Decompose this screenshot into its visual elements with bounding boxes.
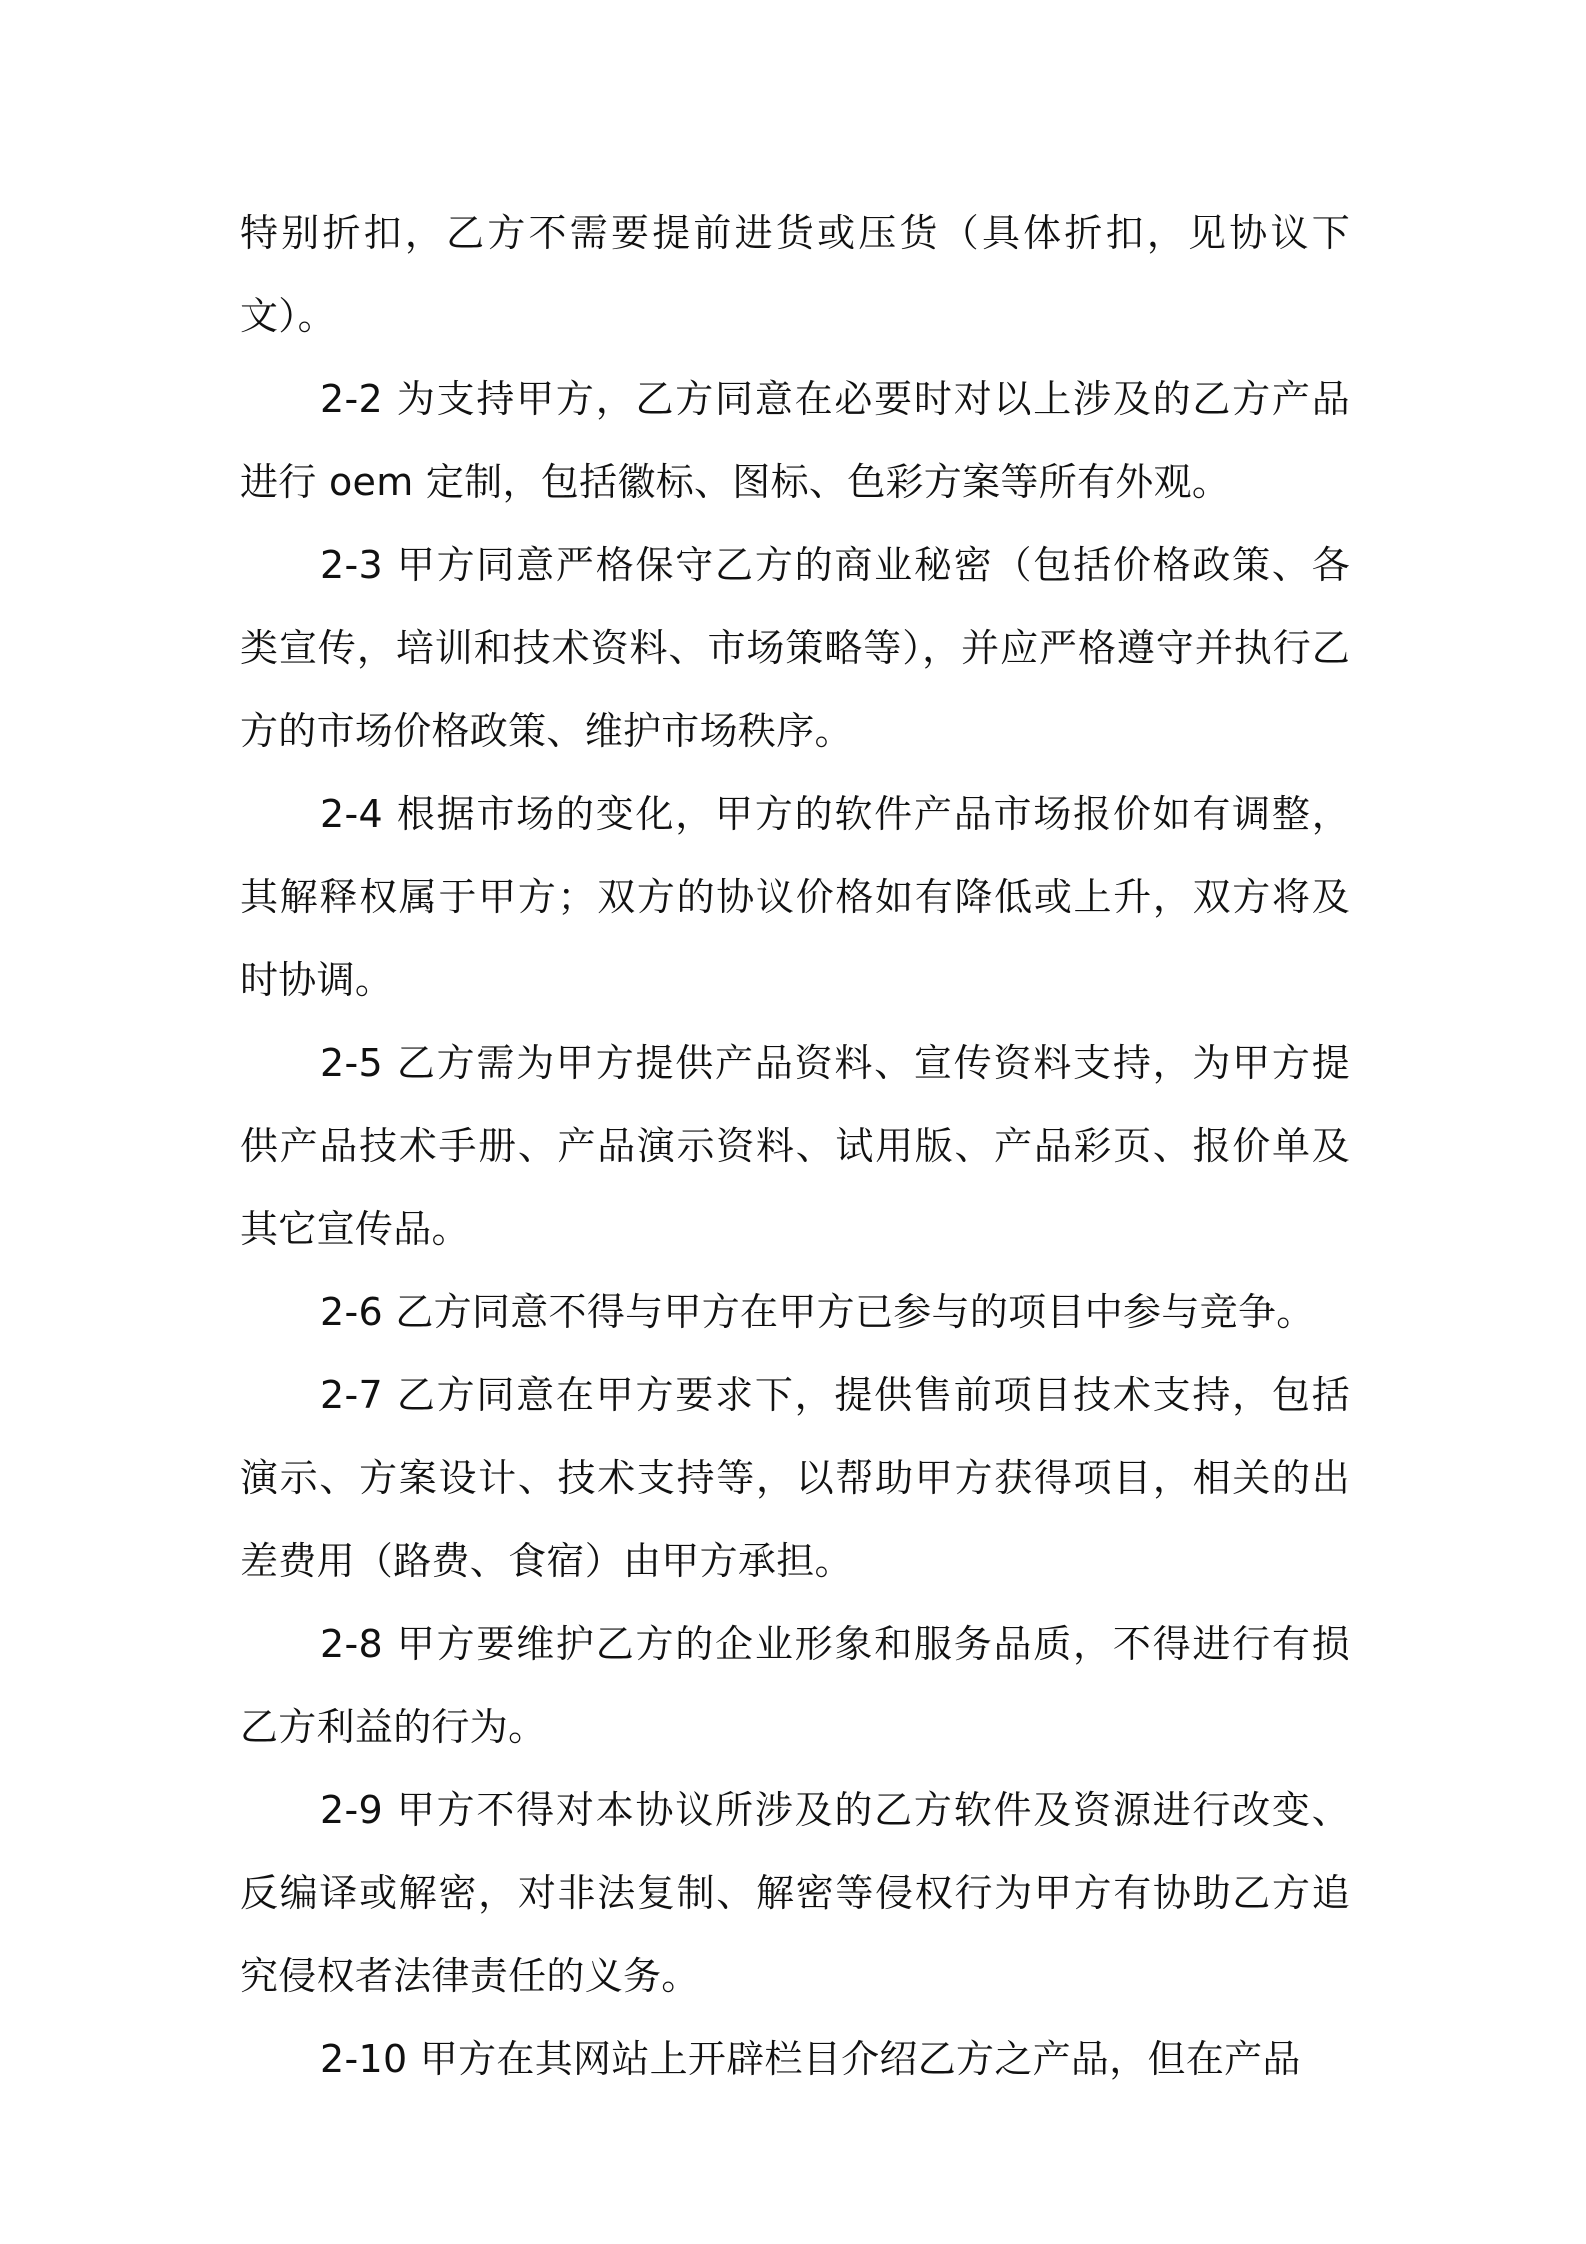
clause-2-5: 2-5 乙方需为甲方提供产品资料、宣传资料支持，为甲方提供产品技术手册、产品演示资料、试用版、产品彩页、报价单及其它宣传品。 [240, 1041, 1350, 1251]
clause-2-10: 2-10 甲方在其网站上开辟栏目介绍乙方之产品，但在产品 [320, 2037, 1301, 2081]
paragraph-continuation: 特别折扣，乙方不需要提前进货或压货（具体折扣，见协议下文）。 [240, 211, 1350, 338]
clause-2-9: 2-9 甲方不得对本协议所涉及的乙方软件及资源进行改变、反编译或解密，对非法复制、解密等侵权行为甲方有协助乙方追究侵权者法律责任的义务。 [240, 1788, 1350, 1998]
clause-2-7: 2-7 乙方同意在甲方要求下，提供售前项目技术支持，包括演示、方案设计、技术支持等，以帮助甲方获得项目，相关的出差费用（路费、食宿）由甲方承担。 [240, 1373, 1350, 1583]
clause-2-3: 2-3 甲方同意严格保守乙方的商业秘密（包括价格政策、各类宣传，培训和技术资料、市场策略等），并应严格遵守并执行乙方的市场价格政策、维护市场秩序。 [240, 543, 1350, 753]
clause-2-6: 2-6 乙方同意不得与甲方在甲方已参与的项目中参与竞争。 [320, 1290, 1315, 1334]
clause-2-2: 2-2 为支持甲方，乙方同意在必要时对以上涉及的乙方产品进行 oem 定制，包括徽标、图标、色彩方案等所有外观。 [240, 377, 1350, 504]
document-body [240, 192, 1350, 2101]
clause-2-4: 2-4 根据市场的变化，甲方的软件产品市场报价如有调整，其解释权属于甲方；双方的协议价格如有降低或上升，双方将及时协调。 [240, 792, 1350, 1002]
clause-2-8: 2-8 甲方要维护乙方的企业形象和服务品质，不得进行有损乙方利益的行为。 [240, 1622, 1350, 1749]
